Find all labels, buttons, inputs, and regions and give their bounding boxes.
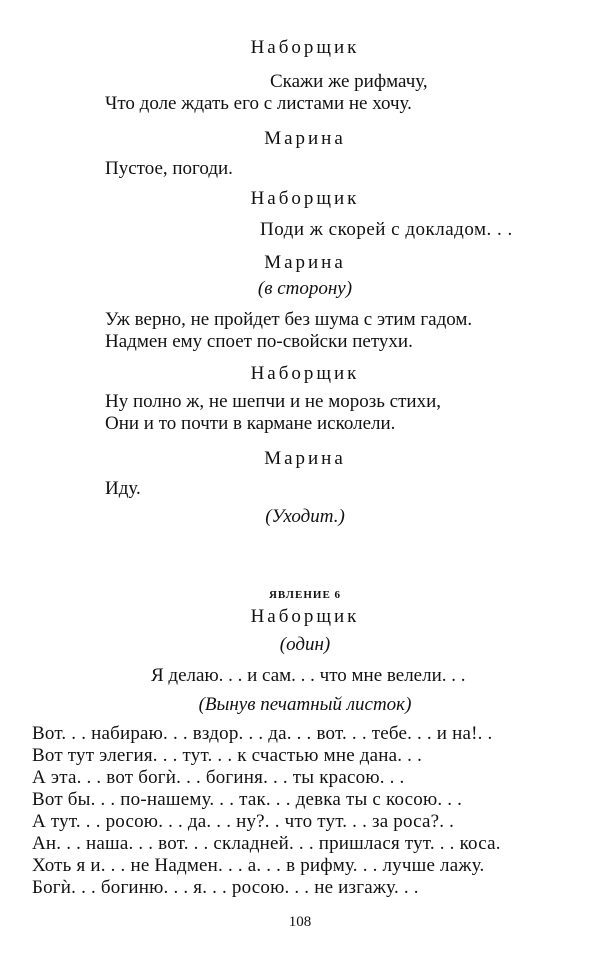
verse-line: Скажи же рифмачу,: [270, 71, 428, 92]
verse-line: Я делаю. . . и сам. . . что мне велели. . .: [151, 665, 466, 686]
verse-line: Хоть я и. . . не Надмен. . . а. . . в рифму. . . лучше лажу.: [32, 855, 485, 876]
verse-line: А эта. . . вот богѝ. . . богиня. . . ты красою. . .: [32, 767, 405, 788]
page-number: 108: [288, 914, 312, 930]
speaker-name: Марина: [264, 252, 346, 273]
speaker-name: Марина: [264, 128, 346, 149]
stage-direction: (в сторону): [257, 278, 353, 299]
verse-line: Вот тут элегия. . . тут. . . к счастью мне дана. . .: [32, 745, 423, 766]
verse-line: Вот бы. . . по-нашему. . . так. . . девка ты с косою. . .: [32, 789, 463, 810]
verse-line: Надмен ему споет по-свойски петухи.: [105, 331, 413, 352]
verse-line: Вот. . . набираю. . . вздор. . . да. . . вот. . . тебе. . . и на!. .: [32, 723, 493, 744]
verse-line: Богѝ. . . богиню. . . я. . . росою. . . не изгажу. . .: [32, 877, 419, 898]
verse-line: Уж верно, не пройдет без шума с этим гадом.: [105, 309, 473, 330]
stage-direction: (Вынув печатный листок): [198, 694, 412, 715]
speaker-name: Наборщик: [250, 363, 360, 384]
stage-direction: (один): [279, 634, 331, 655]
speaker-name: Наборщик: [250, 188, 360, 209]
verse-line: Ну полно ж, не шепчи и не морозь стихи,: [105, 391, 442, 412]
verse-line: Ан. . . наша. . . вот. . . складней. . . пришлася тут. . . коса.: [32, 833, 501, 854]
verse-line: Что доле ждать его с листами не хочу.: [105, 93, 412, 114]
speaker-name: Наборщик: [250, 37, 360, 58]
verse-line: А тут. . . росою. . . да. . . ну?. . что тут. . . за роса?. .: [32, 811, 455, 832]
verse-line: Иду.: [105, 478, 141, 499]
speaker-name: Марина: [264, 448, 346, 469]
scene-heading: ЯВЛЕНИЕ 6: [268, 589, 342, 601]
verse-line: Они и то почти в кармане исколели.: [105, 413, 396, 434]
verse-line: Пустое, погоди.: [105, 158, 233, 179]
verse-line: Поди ж скорей с докладом. . .: [260, 219, 513, 240]
stage-direction: (Уходит.): [265, 506, 345, 527]
speaker-name: Наборщик: [250, 606, 360, 627]
